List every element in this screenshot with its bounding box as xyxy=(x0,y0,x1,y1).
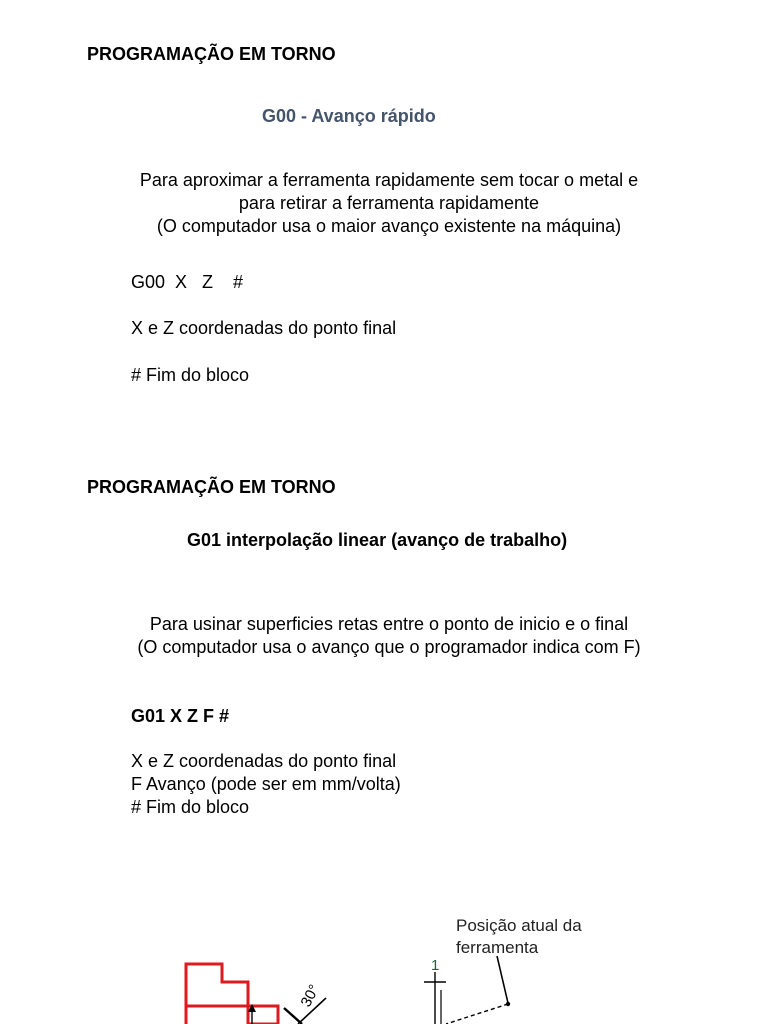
section2-subtitle: G01 interpolação linear (avanço de trabalho) xyxy=(187,530,568,550)
label-pointer-line xyxy=(497,956,508,1003)
section2-description xyxy=(0,613,768,659)
section1-description-line: (O computador usa o maior avanço existente na máquina) xyxy=(156,216,622,236)
section2-title: PROGRAMAÇÃO EM TORNO xyxy=(87,477,336,497)
section2-param: X e Z coordenadas do ponto final xyxy=(131,751,397,771)
workpiece-outline xyxy=(186,964,248,1024)
dashed-path-line xyxy=(446,1004,508,1024)
section1-description xyxy=(0,169,768,238)
section1-subtitle: G00 - Avanço rápido xyxy=(262,106,436,126)
point-1-label: 1 xyxy=(431,957,440,974)
section1-param: # Fim do bloco xyxy=(131,365,250,385)
section1-title: PROGRAMAÇÃO EM TORNO xyxy=(87,44,336,64)
section2-description-line: (O computador usa o avanço que o programador indica com F) xyxy=(137,637,641,657)
section2-param: F Avanço (pode ser em mm/volta) xyxy=(131,774,401,794)
section2-syntax: G01 X Z F # xyxy=(131,706,230,726)
lathe-diagram xyxy=(0,890,768,1024)
angle-label: 30° xyxy=(297,981,324,1010)
section1-description-line: Para aproximar a ferramenta rapidamente sem tocar o metal e xyxy=(139,170,639,190)
section1-description-line: para retirar a ferramenta rapidamente xyxy=(238,193,540,213)
section2-description-line: Para usinar superficies retas entre o ponto de inicio e o final xyxy=(149,614,629,634)
section1-param: X e Z coordenadas do ponto final xyxy=(131,318,397,338)
tool-position-label-line2: ferramenta xyxy=(456,938,539,957)
section2-params xyxy=(131,750,401,819)
section1-syntax: G00 X Z # xyxy=(131,272,244,292)
tool-position-label-line1: Posição atual da xyxy=(456,916,582,935)
chamfer-line xyxy=(284,1008,302,1024)
section2-param: # Fim do bloco xyxy=(131,797,250,817)
